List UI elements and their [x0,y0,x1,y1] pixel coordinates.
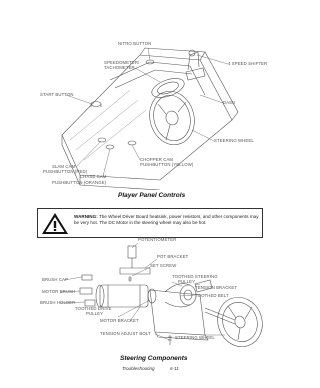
label-brush-holder: BRUSH HOLDER [40,300,76,305]
label-steering-wheel: STEERING WHEEL [214,138,254,143]
label-potentiometer: POTENTIOMETER [138,237,177,242]
warning-triangle-icon [41,212,69,235]
label-chopper-cam-sub: PUSHBUTTON (YELLOW) [140,162,194,167]
label-tachometer: TACHOMETER [104,65,135,70]
label-toothed-steering: TOOTHED STEERING [172,274,218,279]
label-brush-cap: BRUSH CAP [42,277,68,282]
label-toothed-drive-pulley: PULLEY [86,311,104,316]
label-dash: DASH [223,100,236,105]
label-chase-cam: CHASE CAM [80,174,107,179]
label-slam-cam-sub: PUSHBUTTON (RED) [43,169,88,174]
warning-text [74,214,260,227]
label-shifter: 4 SPEED SHIFTER [228,61,268,66]
label-tension-bracket: TENSION BRACKET [195,285,238,290]
label-set-screw: SET SCREW [150,263,177,268]
label-tension-adjust-bolt: TENSION ADJUST BOLT [100,331,151,336]
label-speedometer: SPEEDOMETER/ [104,60,140,65]
label-steering-wheel-2: STEERING WHEEL [175,335,215,340]
warning-box [37,208,263,238]
warning-label: WARNING: [74,214,98,219]
label-pot-bracket: POT BRACKET [157,254,189,259]
label-chase-cam-sub: PUSHBUTTON (ORANGE) [52,180,107,185]
footer-section: Troubleshooting [122,366,155,371]
label-chopper-cam: CHOPPER CAM [140,157,174,162]
label-toothed-belt: TOOTHED BELT [195,293,229,298]
figure-caption-player-panel: Player Panel Controls [118,192,186,199]
label-motor-bracket: MOTOR BRACKET [100,318,139,323]
figure-caption-steering: Steering Components [120,355,188,362]
label-motor-brush: MOTOR BRUSH [42,289,76,294]
label-start-button: START BUTTON [40,92,74,97]
label-toothed-steering-pulley: PULLEY [178,279,196,284]
label-nitro-button: NITRO BUTTON [118,41,152,46]
label-toothed-drive: TOOTHED DRIVE [75,306,112,311]
footer-page-number: 6-11 [170,366,179,371]
warning-body: The Wheel Driver Board heatsink, power resistors, and other components may be very hot. The DC Motor in the steering wheel may also be hot. [74,214,259,226]
label-slam-cam: SLAM CAM [52,164,76,169]
